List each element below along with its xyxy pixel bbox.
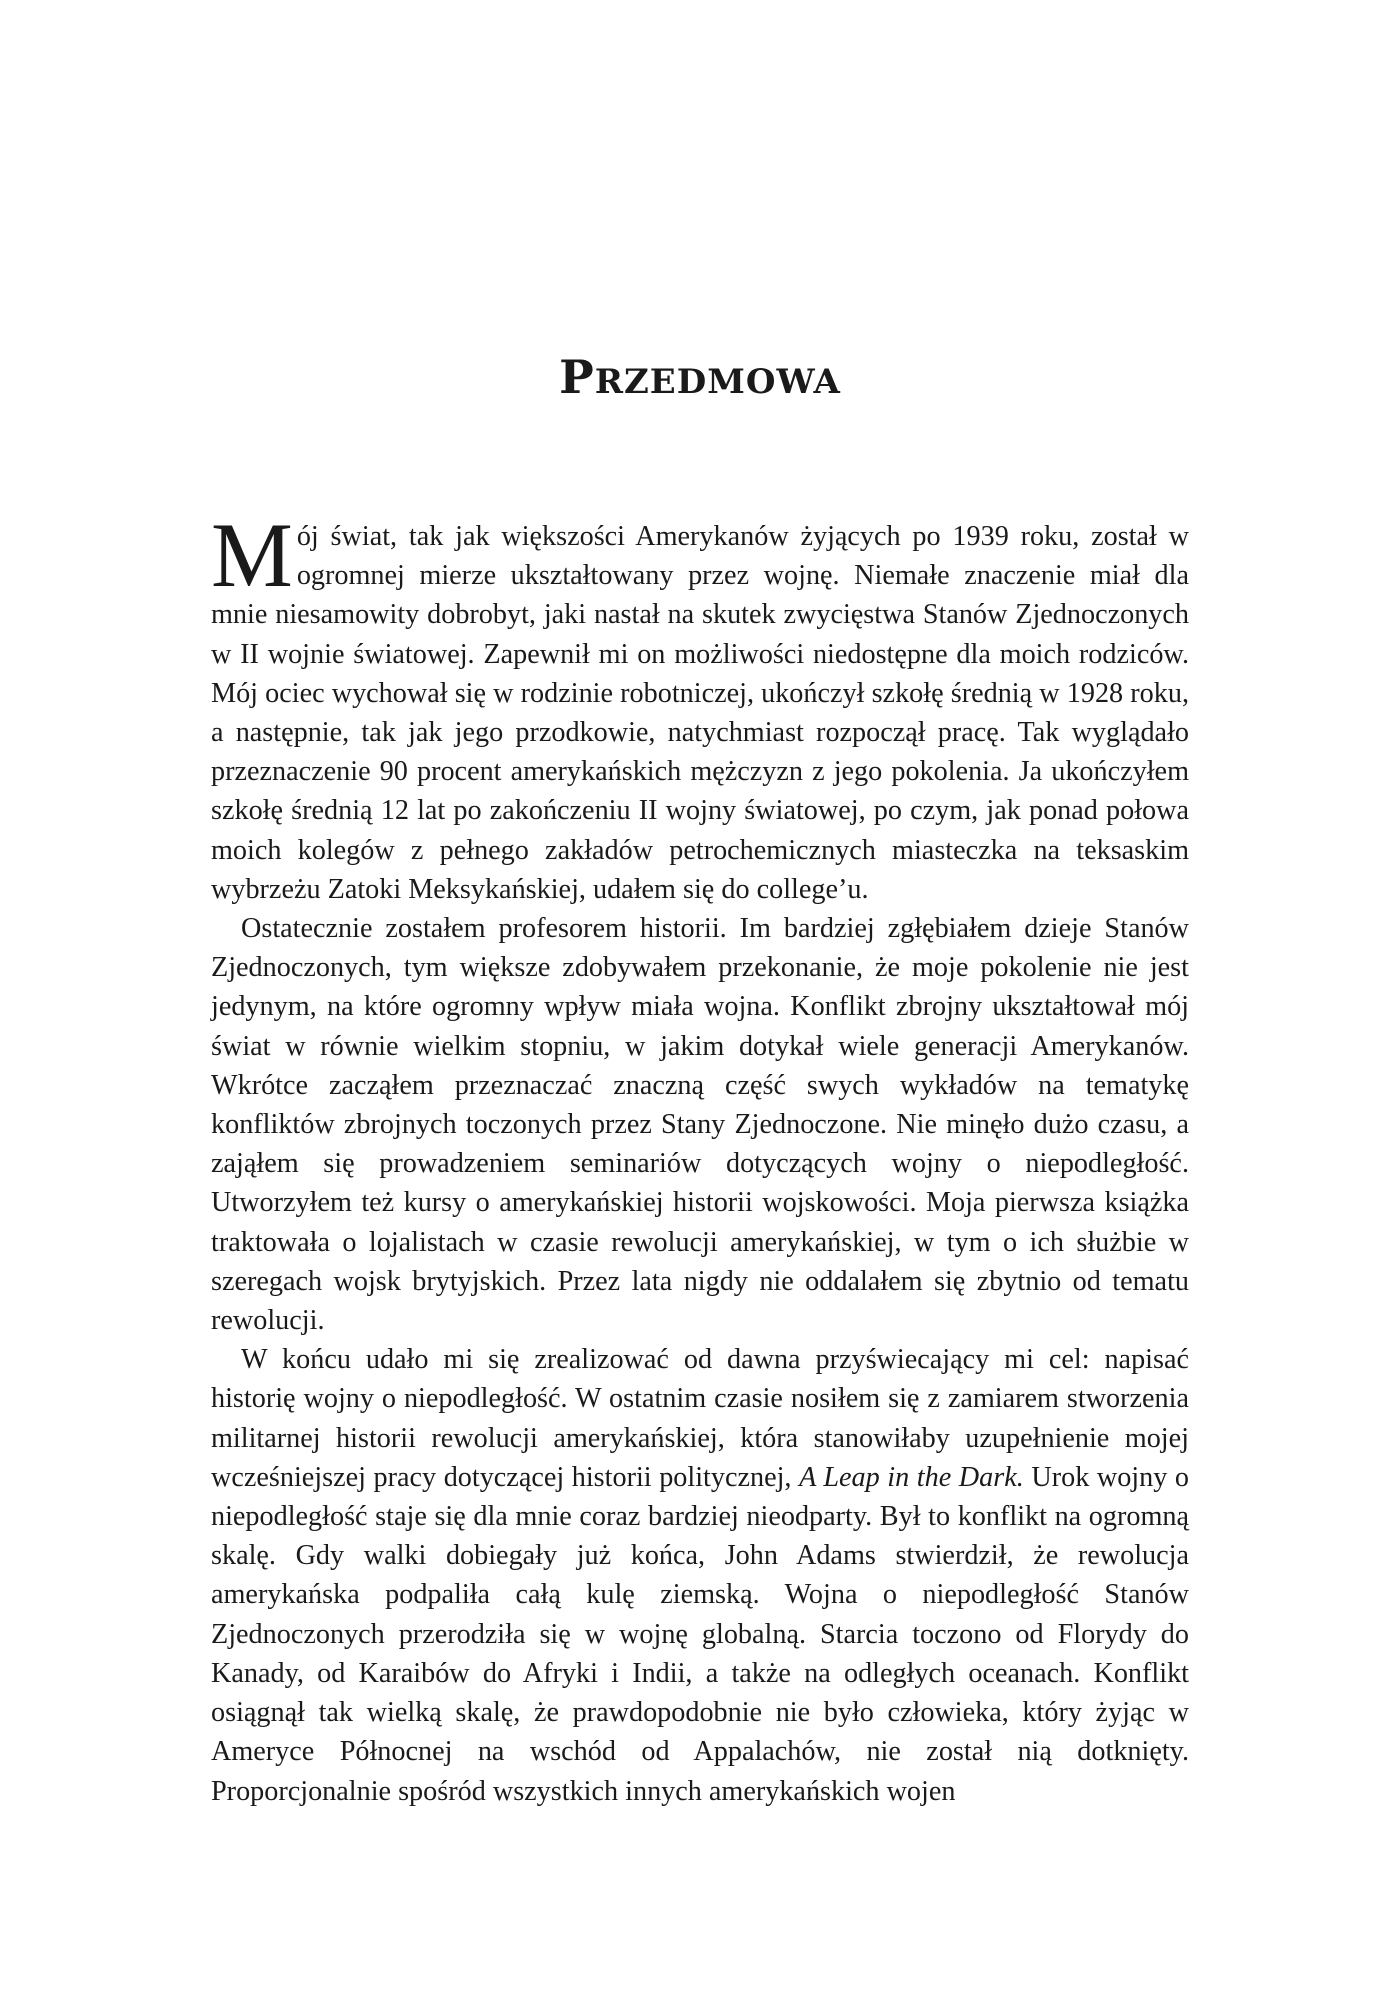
paragraph-2: Ostatecznie zostałem profesorem historii. Im bardziej zgłębiałem dzieje Stanów Zjednoczonych, tym większe zdobywałem przekonanie, że moje pokolenie nie jest jedynym, na które ogromny wpływ miała wojna. Konflikt zbrojny ukształtował mój świat w równie wielkim stopniu, w jakim dotykał wiele generacji Amerykanów. Wkrótce zacząłem przeznaczać znaczną część swych wykładów na tematykę konfliktów zbrojnych toczonych przez Stany Zjednoczone. Nie minęło dużo czasu, a zająłem się prowadzeniem seminariów dotyczących wojny o niepodległość. Utworzyłem też kursy o amerykańskiej historii wojskowości. Moja pierwsza książka traktowała o lojalistach w czasie rewolucji amerykańskiej, w tym o ich służbie w szeregach wojsk brytyjskich. Przez lata nigdy nie oddalałem się zbytnio od tematu rewolucji. — [211, 913, 1189, 1337]
paragraph-3 — [211, 1340, 1189, 1810]
paragraph-1 — [211, 504, 1189, 909]
drop-cap: M — [211, 504, 293, 606]
book-title-italic: A Leap in the Dark. — [799, 1461, 1024, 1493]
paragraph-3-text-before: W końcu udało mi się zrealizować od dawna przyświecający mi cel: napisać historię wojny o niepodległość. W ostatnim czasie nosiłem się z zamiarem stworzenia militarnej historii rewolucji amerykańskiej, która stanowiłaby uzupełnienie mojej wcześniejszej pracy dotyczącej historii politycznej, — [211, 1344, 1189, 1493]
chapter-title — [0, 350, 1400, 404]
chapter-title-rest: RZEDMOWA — [594, 362, 841, 402]
paragraph-3-text-after: Urok wojny o niepodległość staje się dla mnie coraz bardziej nieodparty. Był to konflikt na ogromną skalę. Gdy walki dobiegały już końca, John Adams stwierdził, że rewolucja amerykańska podpaliła całą kulę ziemską. Wojna o niepodległość Stanów Zjednoczonych przerodziła się w wojnę globalną. Starcia toczono od Florydy do Kanady, od Karaibów do Afryki i Indii, a także na odległych oceanach. Konflikt osiągnął tak wielką skalę, że prawdopodobnie nie było człowieka, który żyjąc w Ameryce Północnej na wschód od Appalachów, nie został nią dotknięty. Proporcjonalnie spośród wszystkich innych amerykańskich wojen — [211, 1461, 1189, 1807]
paragraph-1-text: ój świat, tak jak większości Amerykanów żyjących po 1939 roku, został w ogromnej mierze ukształtowany przez wojnę. Niemałe znaczenie miał dla mnie niesamowity dobrobyt, jaki nastał na skutek zwycięstwa Stanów Zjednoczonych w II wojnie światowej. Zapewnił mi on możliwości niedostępne dla moich rodziców. Mój ociec wychował się w rodzinie robotniczej, ukończył szkołę średnią w 1928 roku, a następnie, tak jak jego przodkowie, natychmiast rozpoczął pracę. Tak wyglądało przeznaczenie 90 procent amerykańskich mężczyzn z jego pokolenia. Ja ukończyłem szkołę średnią 12 lat po zakończeniu II wojny światowej, po czym, jak ponad połowa moich kolegów z pełnego zakładów petrochemicznych miasteczka na teksaskim wybrzeżu Zatoki Meksykańskiej, udałem się do college’u. — [211, 521, 1189, 905]
chapter-title-initial: P — [559, 350, 595, 404]
body-text — [211, 504, 1189, 1811]
